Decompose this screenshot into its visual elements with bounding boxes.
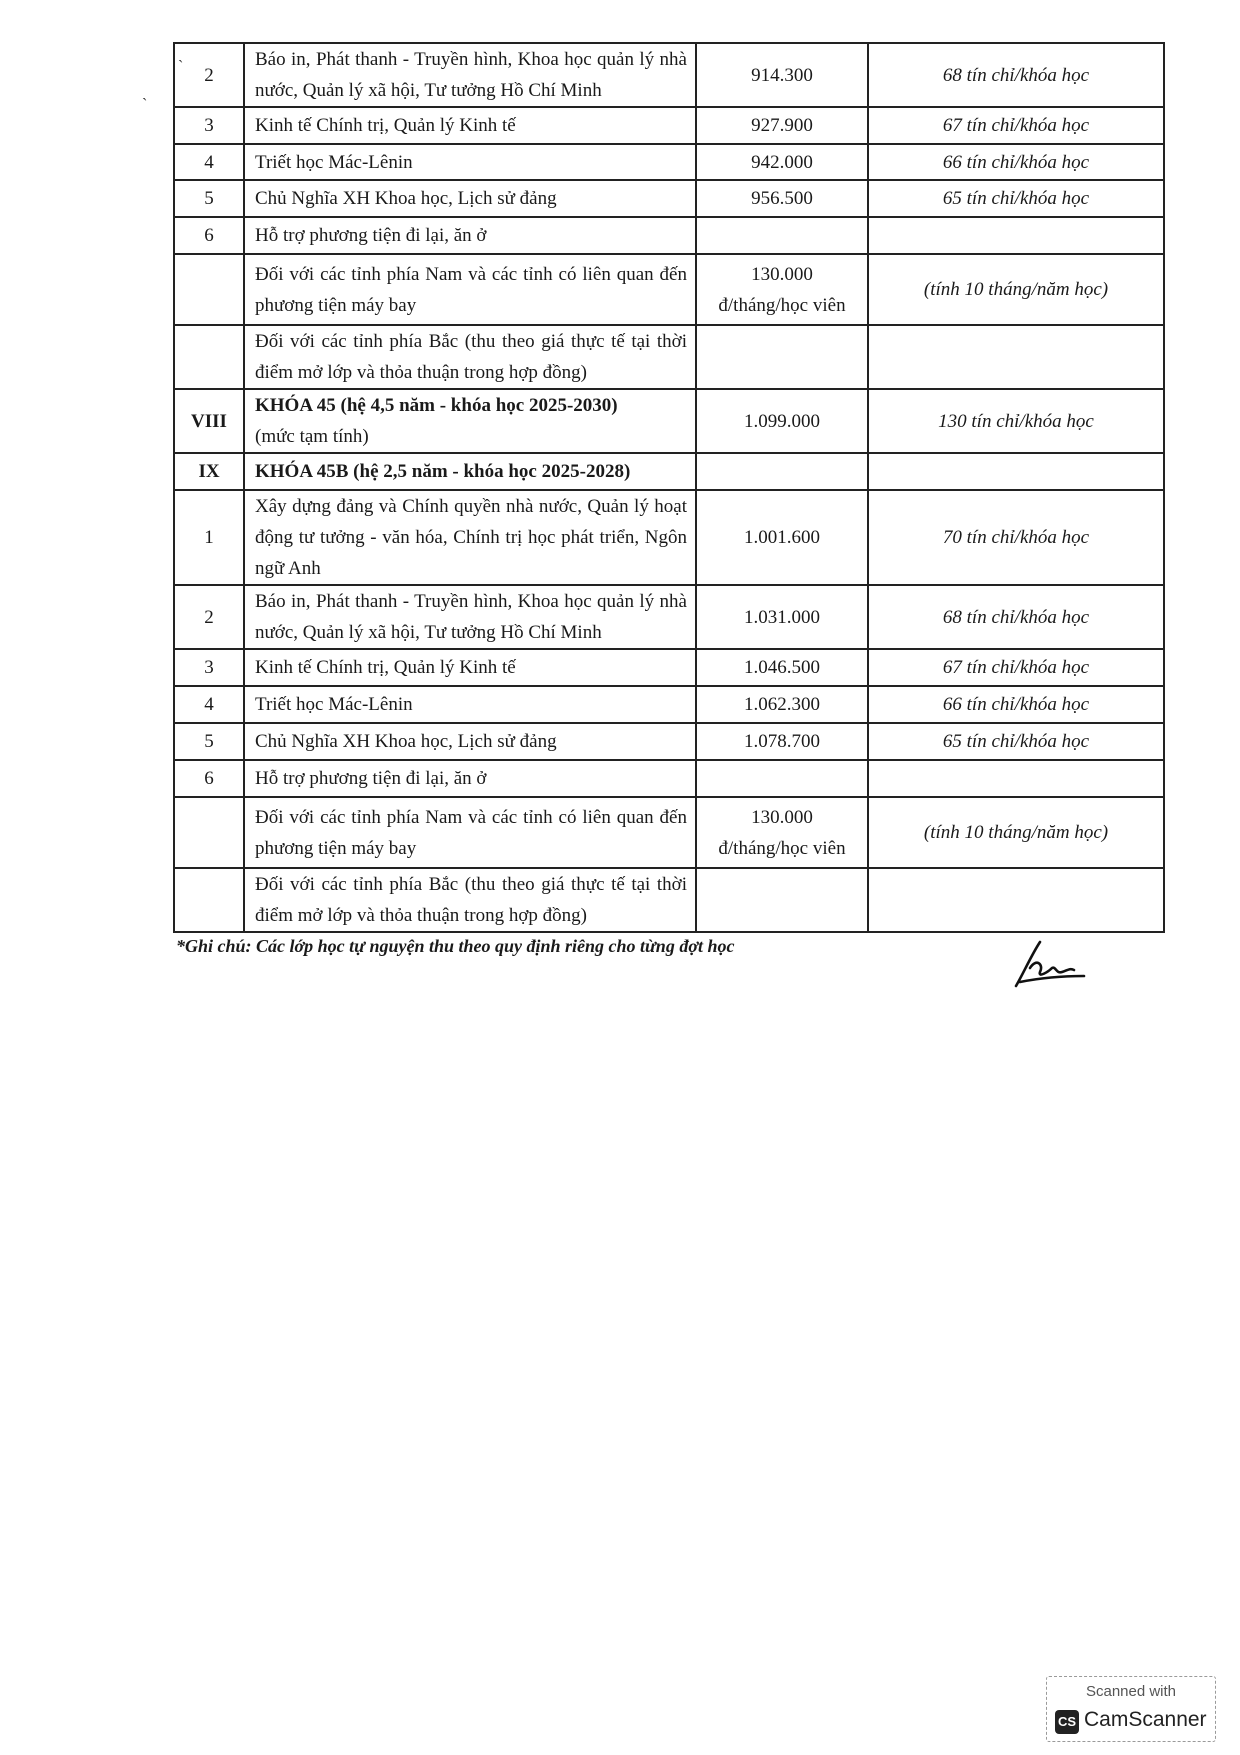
row-fee <box>696 760 868 797</box>
row-number: 2 <box>174 585 244 649</box>
section-heading: KHÓA 45B (hệ 2,5 năm - khóa học 2025-2028) <box>244 453 696 490</box>
row-note: 68 tín chỉ/khóa học <box>868 585 1164 649</box>
row-description: Hỗ trợ phương tiện đi lại, ăn ở <box>244 760 696 797</box>
row-note: 67 tín chỉ/khóa học <box>868 649 1164 686</box>
row-number: 3 <box>174 649 244 686</box>
row-fee <box>696 797 868 868</box>
section-row-ix <box>174 453 1164 490</box>
row-number: 3 <box>174 107 244 144</box>
row-fee: 1.046.500 <box>696 649 868 686</box>
table-row <box>174 585 1164 649</box>
row-note: 66 tín chỉ/khóa học <box>868 686 1164 723</box>
table-row <box>174 254 1164 325</box>
row-number: 6 <box>174 217 244 254</box>
table-row <box>174 868 1164 932</box>
row-fee <box>696 325 868 389</box>
row-fee: 1.001.600 <box>696 490 868 585</box>
row-fee: 927.900 <box>696 107 868 144</box>
table-row <box>174 797 1164 868</box>
row-note: 130 tín chỉ/khóa học <box>868 389 1164 453</box>
row-number <box>174 254 244 325</box>
row-fee: 914.300 <box>696 43 868 107</box>
row-fee: 1.078.700 <box>696 723 868 760</box>
section-subtitle: (mức tạm tính) <box>255 426 369 447</box>
fee-amount: 130.000 <box>751 806 813 828</box>
row-description: Đối với các tỉnh phía Bắc (thu theo giá thực tế tại thời điểm mở lớp và thỏa thuận trong hợp đồng) <box>244 325 696 389</box>
table-row <box>174 217 1164 254</box>
row-note: 68 tín chỉ/khóa học <box>868 43 1164 107</box>
tuition-fee-table <box>173 42 1165 933</box>
row-fee <box>696 868 868 932</box>
row-fee <box>696 453 868 490</box>
fee-unit: đ/tháng/học viên <box>718 294 846 316</box>
row-note <box>868 325 1164 389</box>
row-note <box>868 868 1164 932</box>
table-row <box>174 107 1164 144</box>
watermark-caption: Scanned with <box>1085 1683 1177 1700</box>
fee-amount: 130.000 <box>751 263 813 285</box>
row-note: (tính 10 tháng/năm học) <box>868 254 1164 325</box>
table-row <box>174 649 1164 686</box>
row-description: Xây dựng đảng và Chính quyền nhà nước, Quản lý hoạt động tư tưởng - văn hóa, Chính trị học phát triển, Ngôn ngữ Anh <box>244 490 696 585</box>
row-number: 4 <box>174 686 244 723</box>
row-description: Đối với các tỉnh phía Nam và các tỉnh có liên quan đến phương tiện máy bay <box>244 797 696 868</box>
row-number: 5 <box>174 723 244 760</box>
row-note: 65 tín chỉ/khóa học <box>868 180 1164 217</box>
row-number: 2 <box>174 43 244 107</box>
section-row-viii <box>174 389 1164 453</box>
row-fee <box>696 217 868 254</box>
row-number: 5 <box>174 180 244 217</box>
section-number: IX <box>174 453 244 490</box>
section-title <box>244 389 696 453</box>
row-number <box>174 868 244 932</box>
scan-mark: ˋ <box>142 96 148 113</box>
scan-mark: ˋ <box>178 58 184 75</box>
table-row <box>174 723 1164 760</box>
row-description: Chủ Nghĩa XH Khoa học, Lịch sử đảng <box>244 723 696 760</box>
row-description: Kinh tế Chính trị, Quản lý Kinh tế <box>244 107 696 144</box>
row-note <box>868 760 1164 797</box>
footnote: *Ghi chú: Các lớp học tự nguyện thu theo quy định riêng cho từng đợt học <box>176 936 735 956</box>
row-description: Hỗ trợ phương tiện đi lại, ăn ở <box>244 217 696 254</box>
signature-icon <box>1010 938 1090 994</box>
row-note: (tính 10 tháng/năm học) <box>868 797 1164 868</box>
row-note: 65 tín chỉ/khóa học <box>868 723 1164 760</box>
row-number: 6 <box>174 760 244 797</box>
row-note: 70 tín chỉ/khóa học <box>868 490 1164 585</box>
table-row <box>174 686 1164 723</box>
row-description: Báo in, Phát thanh - Truyền hình, Khoa học quản lý nhà nước, Quản lý xã hội, Tư tưởng Hồ Chí Minh <box>244 43 696 107</box>
row-description: Triết học Mác-Lênin <box>244 686 696 723</box>
table-row <box>174 180 1164 217</box>
row-description: Báo in, Phát thanh - Truyền hình, Khoa học quản lý nhà nước, Quản lý xã hội, Tư tưởng Hồ Chí Minh <box>244 585 696 649</box>
row-fee <box>696 254 868 325</box>
table-row <box>174 760 1164 797</box>
table-row <box>174 43 1164 107</box>
section-heading: KHÓA 45 (hệ 4,5 năm - khóa học 2025-2030) <box>255 395 618 416</box>
row-number <box>174 797 244 868</box>
camscanner-watermark <box>1046 1676 1216 1742</box>
section-number: VIII <box>174 389 244 453</box>
row-number: 1 <box>174 490 244 585</box>
row-description: Đối với các tỉnh phía Nam và các tỉnh có liên quan đến phương tiện máy bay <box>244 254 696 325</box>
fee-unit: đ/tháng/học viên <box>718 837 846 859</box>
row-number <box>174 325 244 389</box>
row-description: Chủ Nghĩa XH Khoa học, Lịch sử đảng <box>244 180 696 217</box>
row-note: 67 tín chỉ/khóa học <box>868 107 1164 144</box>
row-fee: 956.500 <box>696 180 868 217</box>
row-number: 4 <box>174 144 244 180</box>
row-description: Triết học Mác-Lênin <box>244 144 696 180</box>
row-note: 66 tín chỉ/khóa học <box>868 144 1164 180</box>
row-note <box>868 217 1164 254</box>
table-row <box>174 490 1164 585</box>
table-row <box>174 144 1164 180</box>
table-row <box>174 325 1164 389</box>
row-description: Kinh tế Chính trị, Quản lý Kinh tế <box>244 649 696 686</box>
camscanner-logo-icon: CS <box>1055 1710 1079 1734</box>
row-fee: 1.062.300 <box>696 686 868 723</box>
row-fee: 942.000 <box>696 144 868 180</box>
row-fee: 1.099.000 <box>696 389 868 453</box>
row-note <box>868 453 1164 490</box>
watermark-brand: CamScanner <box>1084 1708 1207 1731</box>
row-description: Đối với các tỉnh phía Bắc (thu theo giá thực tế tại thời điểm mở lớp và thỏa thuận trong hợp đồng) <box>244 868 696 932</box>
row-fee: 1.031.000 <box>696 585 868 649</box>
